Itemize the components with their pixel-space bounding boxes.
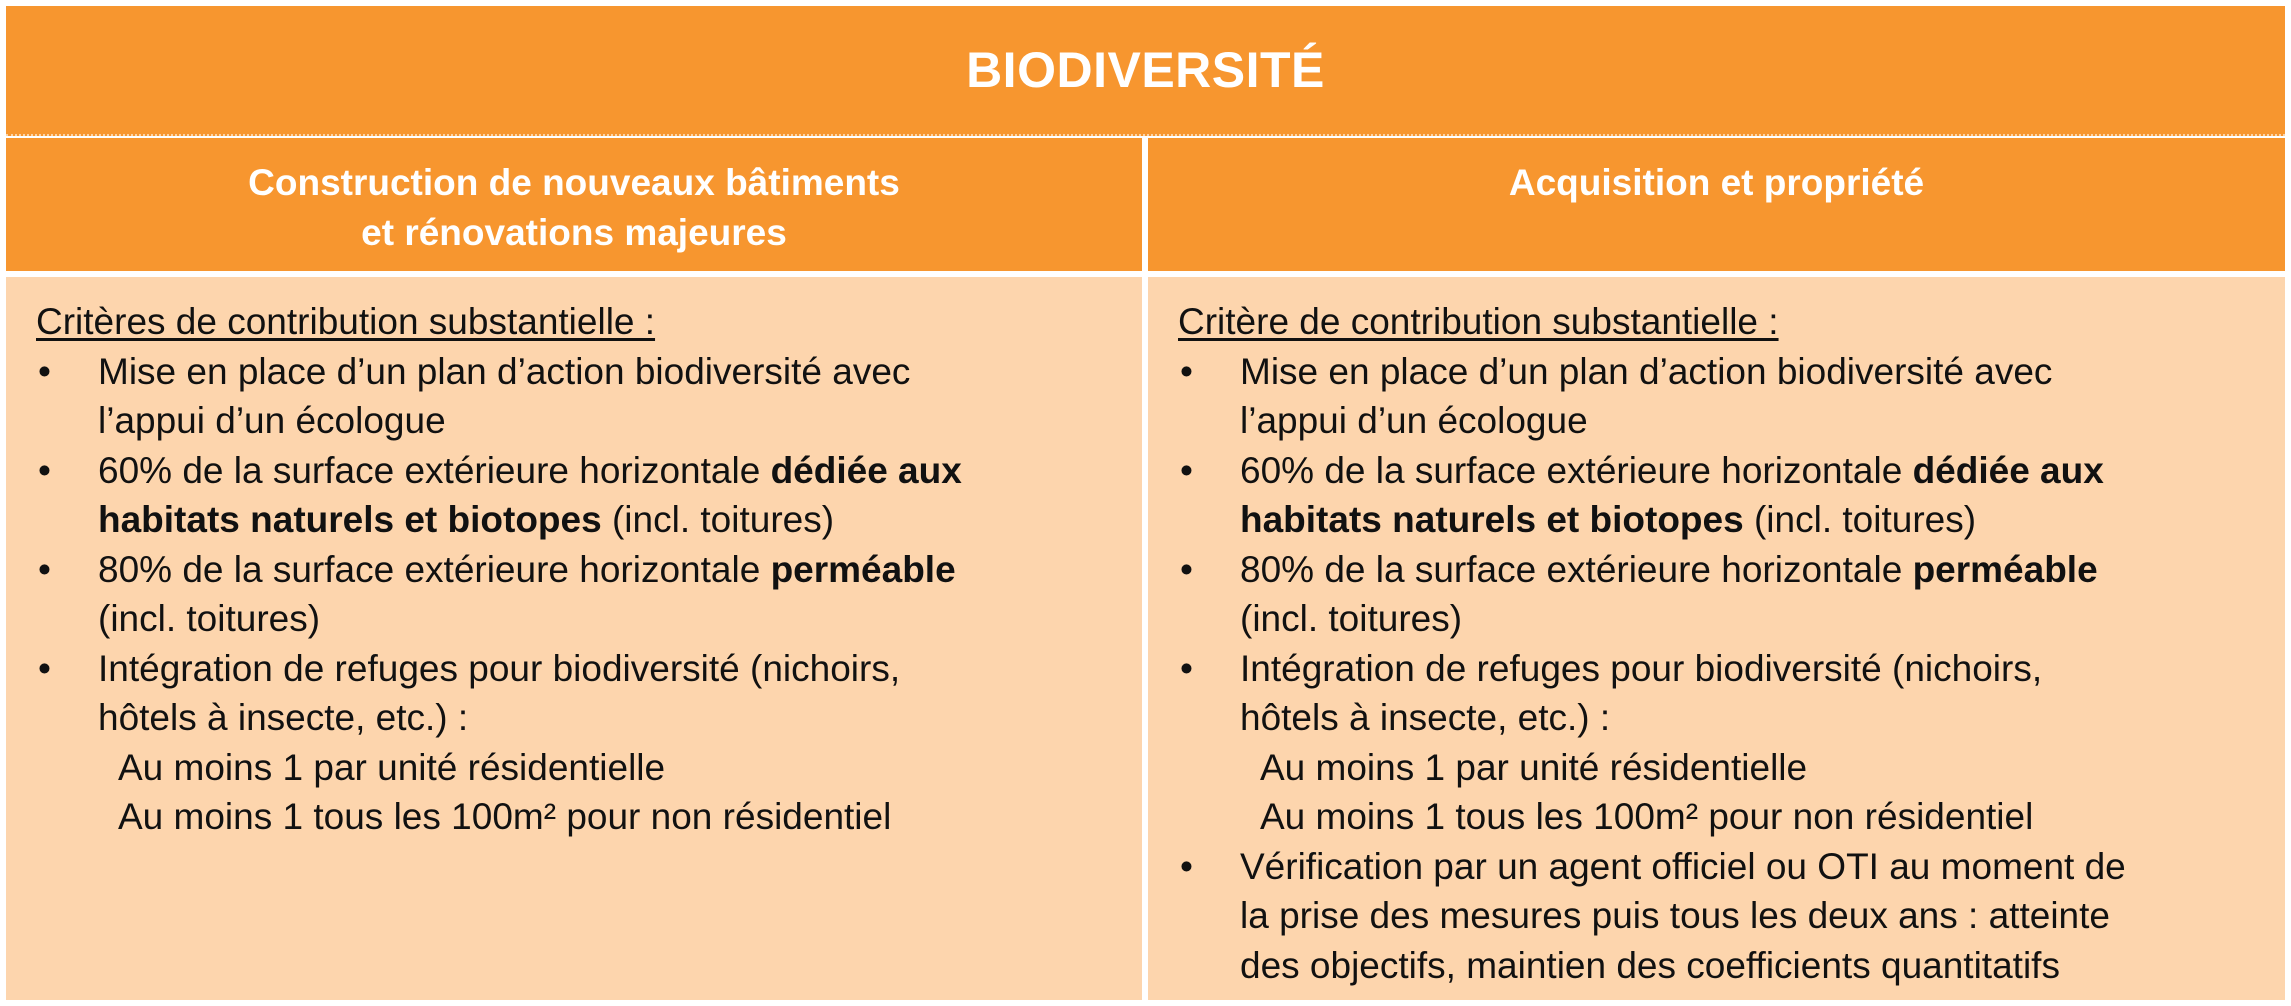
column-body-acquisition (1148, 277, 2285, 1000)
column-header-acquisition (1148, 138, 2285, 271)
list-item (1178, 446, 2255, 545)
list-item-text: Intégration de refuges pour biodiversité (nichoirs, (1240, 647, 2043, 689)
sub-item: Au moins 1 tous les 100m² pour non résidentiel (1260, 796, 2034, 837)
list-item (36, 545, 1112, 644)
criteria-heading: Critères de contribution substantielle : (36, 301, 656, 342)
column-body-construction (6, 277, 1142, 1000)
bullet-icon: • (1180, 647, 1193, 689)
list-item-text: 80% de la surface extérieure horizontale (1240, 548, 1913, 590)
list-item (36, 446, 1112, 545)
table-title: BIODIVERSITÉ (966, 42, 1325, 98)
list-item-text: l’appui d’un écologue (1240, 400, 1588, 441)
sub-item: Au moins 1 par unité résidentielle (1260, 746, 1808, 788)
list-item-text: hôtels à insecte, etc.) : (98, 697, 469, 738)
criteria-list (36, 347, 1112, 743)
sub-item: Au moins 1 par unité résidentielle (118, 746, 666, 788)
list-item (1178, 347, 2255, 446)
sub-item: Au moins 1 tous les 100m² pour non résidentiel (118, 796, 892, 837)
list-item (1178, 842, 2255, 991)
list-item-text: (incl. toitures) (1743, 499, 1977, 540)
list-item-text: (incl. toitures) (601, 499, 835, 540)
bullet-icon: • (38, 350, 51, 392)
bullet-icon: • (1180, 845, 1193, 887)
bullet-icon: • (1180, 548, 1193, 590)
bullet-icon: • (38, 548, 51, 590)
list-item-bold: dédiée aux (1912, 449, 2104, 491)
list-item-bold: perméable (1912, 548, 2098, 590)
list-item-bold: dédiée aux (770, 449, 962, 491)
list-item-text: l’appui d’un écologue (98, 400, 446, 441)
list-item-text: (incl. toitures) (1240, 598, 1463, 639)
table-title-row (6, 6, 2285, 136)
column-header-line: Construction de nouveaux bâtiments (248, 162, 900, 203)
list-item (1178, 545, 2255, 644)
list-item-text: Intégration de refuges pour biodiversité (nichoirs, (98, 647, 901, 689)
criteria-list-extra (1178, 842, 2255, 991)
list-item-text: la prise des mesures puis tous les deux ans : atteinte (1240, 895, 2110, 936)
list-item-text: des objectifs, maintien des coefficients quantitatifs (1240, 944, 2060, 986)
criteria-heading: Critère de contribution substantielle : (1178, 301, 1779, 342)
list-item-bold: habitats naturels et biotopes (1240, 499, 1744, 540)
biodiversity-table (6, 6, 2285, 1000)
list-item-text: 80% de la surface extérieure horizontale (98, 548, 771, 590)
column-header-line: et rénovations majeures (361, 212, 787, 253)
list-item-text: Vérification par un agent officiel ou OTI au moment de (1240, 845, 2126, 887)
list-item-bold: perméable (770, 548, 956, 590)
criteria-list (1178, 347, 2255, 743)
list-item-text: hôtels à insecte, etc.) : (1240, 697, 1611, 738)
bullet-icon: • (1180, 350, 1193, 392)
list-item-text: 60% de la surface extérieure horizontale (1240, 449, 1913, 491)
column-header-line: Acquisition et propriété (1508, 162, 1925, 203)
list-item-bold: habitats naturels et biotopes (98, 499, 602, 540)
list-item (36, 644, 1112, 743)
list-item-text: 60% de la surface extérieure horizontale (98, 449, 771, 491)
bullet-icon: • (1180, 449, 1193, 491)
list-item-text: Mise en place d’un plan d’action biodiversité avec (1240, 350, 2053, 392)
list-item-text: (incl. toitures) (98, 598, 321, 639)
bullet-icon: • (38, 647, 51, 689)
bullet-icon: • (38, 449, 51, 491)
column-header-construction (6, 138, 1142, 271)
list-item-text: Mise en place d’un plan d’action biodiversité avec (98, 350, 911, 392)
list-item (1178, 644, 2255, 743)
list-item (36, 347, 1112, 446)
